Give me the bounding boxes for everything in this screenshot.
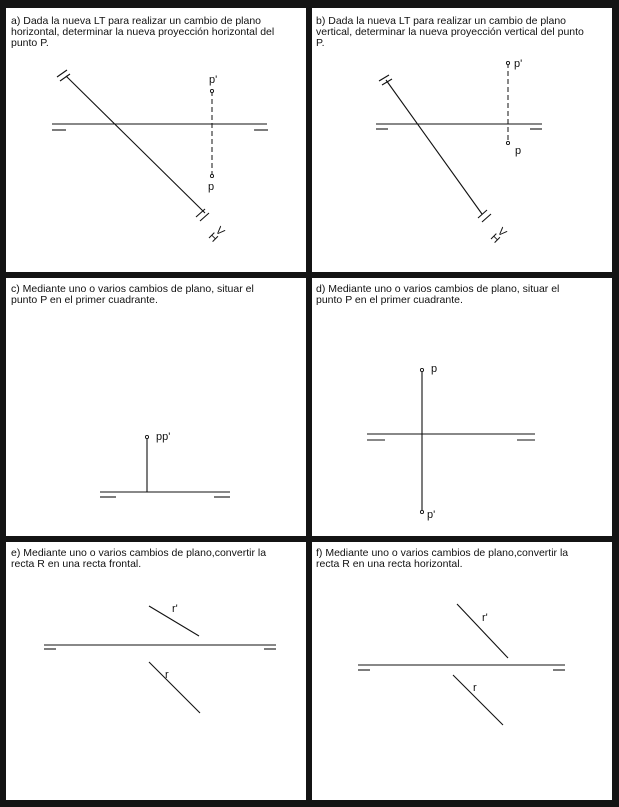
- point-p-vertical: [420, 510, 423, 513]
- label-p-prime: p': [209, 74, 218, 86]
- label-r-prime: r': [482, 612, 488, 624]
- panel-c: [6, 278, 306, 536]
- point-p-horizontal: [420, 368, 423, 371]
- panel-b-caption: b) Dada la nueva LT para realizar un cambio de plano vertical, determinar la nueva proyección vertical del punto P.: [316, 15, 584, 49]
- panel-b: [312, 8, 612, 272]
- panel-a-caption: a) Dada la nueva LT para realizar un cambio de plano horizontal, determinar la nueva proyección horizontal del punto P.: [11, 15, 275, 49]
- point-p-vertical: [210, 89, 213, 92]
- label-p: p: [431, 363, 438, 375]
- point-pp: [145, 435, 148, 438]
- panel-a: [6, 8, 306, 272]
- new-lt-label-v: V: [212, 224, 227, 239]
- label-p: p: [515, 145, 522, 157]
- label-p-prime: p': [427, 509, 436, 521]
- label-p: p: [208, 181, 215, 193]
- panel-d: [312, 278, 612, 536]
- point-p-horizontal: [210, 174, 213, 177]
- panel-f-caption: f) Mediante uno o varios cambios de plano,convertir la recta R en una recta horizontal.: [316, 547, 569, 570]
- panel-e-caption: e) Mediante uno o varios cambios de plano,convertir la recta R en una recta frontal.: [11, 547, 267, 570]
- panel-d-caption: d) Mediante uno o varios cambios de plano, situar el punto P en el primer cuadrante.: [316, 283, 560, 306]
- panel-c-caption: c) Mediante uno o varios cambios de plano, situar el punto P en el primer cuadrante.: [11, 283, 254, 306]
- label-p-prime: p': [514, 58, 523, 70]
- label-r: r: [473, 682, 477, 694]
- panel-f: [312, 542, 612, 800]
- panel-e: [6, 542, 306, 800]
- point-p-horizontal: [506, 141, 509, 144]
- label-r: r: [165, 669, 169, 681]
- new-lt-label-h: H: [205, 230, 220, 245]
- new-lt-label-h: H: [487, 231, 502, 246]
- label-pp-prime: pp': [156, 431, 171, 443]
- label-r-prime: r': [172, 603, 178, 615]
- new-lt-label-v: V: [494, 225, 509, 240]
- point-p-vertical: [506, 61, 509, 64]
